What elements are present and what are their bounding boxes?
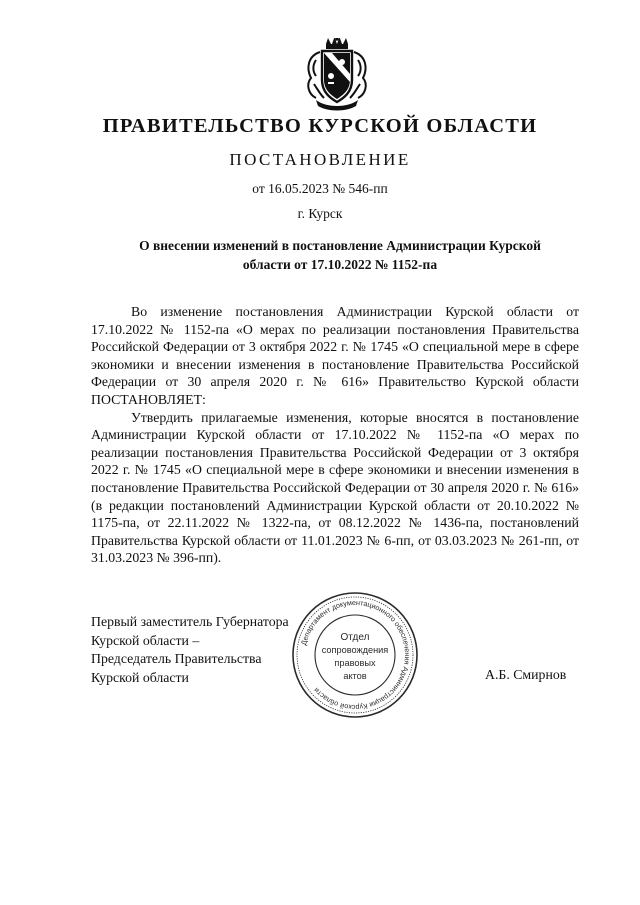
- body-paragraph-1: Во изменение постановления Администрации Курской области от 17.10.2022 № 1152-па «О мерах по реализации постановления Правительства Российской Федерации от 3 октября 2022 г. № 1745 «О специальной мере в сфере экономики и внесении изменения в постановление Правительства Российской Федерации от 30 апреля 2020 г. № 616» Правительство Курской области ПОСТАНОВЛЯЕТ:: [91, 304, 579, 407]
- stamp-line-4: актов: [343, 671, 367, 681]
- stamp-line-1: Отдел: [340, 632, 370, 643]
- signatory-position: [91, 613, 321, 687]
- signatory-line-4: Курской области: [91, 669, 189, 685]
- signatory-line-3: Председатель Правительства: [91, 651, 262, 667]
- signatory-line-2: Курской области –: [91, 632, 200, 648]
- stamp-line-2: сопровождения: [321, 645, 389, 655]
- official-stamp: [290, 590, 420, 720]
- body-paragraph-2: Утвердить прилагаемые изменения, которые вносятся в постановление Администрации Курской области от 17.10.2022 № 1152-па «О мерах по реализации постановления Правительства Российской Федерации от 3 октября 2022 г. № 1745 «О специальной мере в сфере экономики и внесении изменения в постановление Правительства Российской Федерации от 30 апреля 2020 г. № 616» (в редакции постановлений Администрации Курской области от 20.10.2022 № 1175-па, от 22.11.2022 № 1322-па, от 08.12.2022 № 1436-па, постановлений Правительства Курской области от 11.01.2023 № 6-пп, от 03.03.2023 № 261-пп, от 31.03.2023 № 396-пп).: [91, 409, 579, 566]
- subject-line-1: О внесении изменений в постановление Администрации Курской: [139, 238, 541, 253]
- document-subject: [95, 236, 585, 274]
- government-title: ПРАВИТЕЛЬСТВО КУРСКОЙ ОБЛАСТИ: [102, 115, 538, 137]
- document-date-number: от 16.05.2023 № 546-пп: [252, 181, 388, 196]
- subject-line-2: области от 17.10.2022 № 1152-па: [242, 257, 438, 272]
- stamp-ring-text: Департамент документационного обеспечения Администрации Курской области: [299, 597, 413, 713]
- document-body: [91, 303, 579, 567]
- document-type: ПОСТАНОВЛЕНИЕ: [229, 150, 411, 169]
- signatory-line-1: Первый заместитель Губернатора: [91, 614, 289, 629]
- stamp-line-3: правовых: [334, 658, 376, 668]
- document-city: г. Курск: [297, 206, 343, 221]
- coat-of-arms-emblem: [302, 38, 372, 112]
- signatory-name: А.Б. Смирнов: [485, 667, 567, 682]
